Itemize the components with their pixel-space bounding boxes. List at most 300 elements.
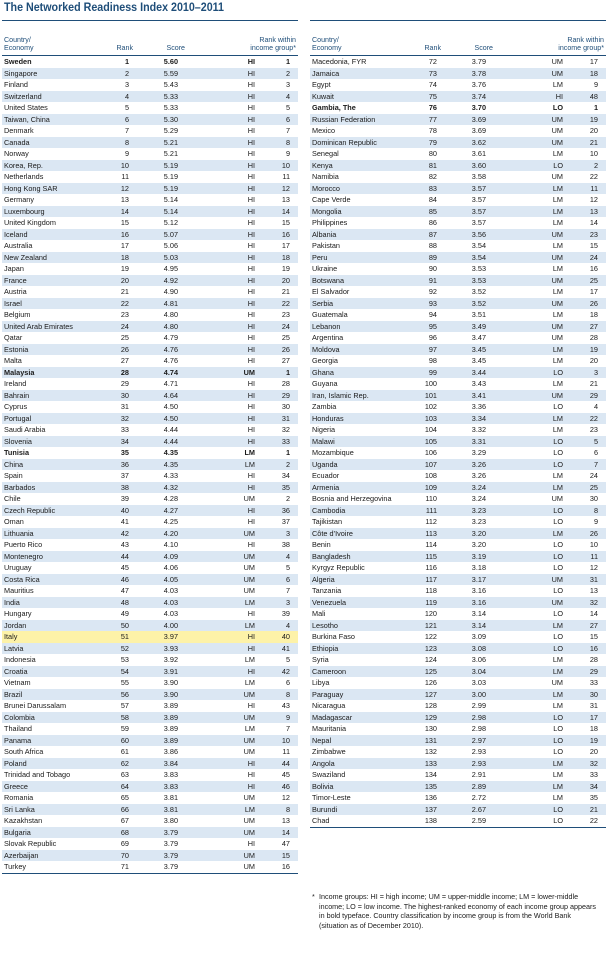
cell-rank: 50 — [120, 620, 129, 630]
cell-rank: 32 — [120, 413, 129, 423]
cell-rank: 112 — [425, 517, 437, 526]
table-row — [2, 424, 298, 436]
cell-score: 2.99 — [471, 701, 486, 710]
cell-income-group: HI — [247, 126, 255, 135]
cell-income-group: UM — [551, 68, 563, 78]
cell-income-group: LM — [552, 356, 563, 365]
table-row — [310, 804, 606, 816]
cell-rank-within-group: 10 — [281, 160, 290, 170]
cell-country: Australia — [4, 241, 33, 250]
cell-income-group: LM — [552, 758, 563, 768]
cell-country: New Zealand — [4, 252, 47, 262]
cell-income-group: UM — [243, 712, 255, 722]
cell-income-group: HI — [247, 114, 255, 124]
cell-income-group: LM — [552, 701, 563, 710]
cell-rank: 74 — [428, 80, 437, 89]
cell-country: Argentina — [312, 333, 344, 342]
cell-score: 3.83 — [163, 770, 178, 779]
table-row — [2, 137, 298, 149]
cell-score: 4.50 — [163, 413, 178, 423]
table-row — [2, 781, 298, 793]
cell-income-group: LO — [553, 402, 563, 411]
cell-rank: 83 — [428, 183, 437, 193]
cell-rank: 77 — [428, 114, 437, 124]
cell-rank-within-group: 17 — [589, 57, 598, 66]
cell-rank: 31 — [120, 402, 129, 411]
cell-country: Jamaica — [312, 68, 340, 78]
cell-rank-within-group: 44 — [281, 758, 290, 768]
cell-income-group: HI — [247, 321, 255, 331]
cell-income-group: HI — [247, 68, 255, 78]
cell-rank: 19 — [120, 264, 129, 273]
cell-country: Benin — [312, 540, 331, 549]
cell-rank: 73 — [428, 68, 437, 78]
table-row — [310, 493, 606, 505]
cell-rank-within-group: 34 — [281, 471, 290, 480]
cell-rank-within-group: 6 — [593, 448, 598, 457]
table-row — [310, 620, 606, 632]
cell-country: Macedonia, FYR — [312, 57, 367, 66]
cell-country: Ireland — [4, 379, 27, 388]
cell-rank-within-group: 48 — [589, 91, 598, 101]
cell-rank: 89 — [428, 252, 437, 262]
table-row — [2, 378, 298, 390]
cell-country: Burundi — [312, 804, 338, 814]
table-row — [2, 321, 298, 333]
table-row — [2, 654, 298, 666]
cell-score: 4.33 — [163, 471, 178, 480]
table-row — [2, 102, 298, 114]
cell-rank-within-group: 29 — [589, 666, 598, 676]
cell-score: 3.24 — [471, 494, 486, 503]
cell-country: Ethiopia — [312, 643, 339, 653]
cell-income-group: UM — [243, 862, 255, 871]
cell-score: 3.09 — [471, 632, 486, 641]
table-row — [2, 643, 298, 655]
cell-rank: 84 — [428, 195, 437, 204]
cell-country: Pakistan — [312, 241, 340, 250]
cell-score: 2.93 — [471, 758, 486, 768]
cell-income-group: LM — [552, 206, 563, 216]
cell-rank: 76 — [428, 103, 437, 112]
cell-rank: 5 — [124, 103, 129, 112]
cell-country: Estonia — [4, 344, 29, 354]
cell-rank-within-group: 16 — [281, 862, 290, 871]
cell-country: Russian Federation — [312, 114, 376, 124]
footnote-text: Income groups: HI = high income; UM = upper-middle income; LM = lower-middle income; LO = low income. The highest-ranked economy of each income group appears in bold typeface. Country classification by income group is from the World Bank (situation as of December 2010). — [319, 892, 596, 930]
cell-income-group: LO — [553, 643, 563, 653]
cell-score: 5.14 — [163, 195, 178, 204]
cell-score: 2.59 — [471, 816, 486, 825]
cell-rank-within-group: 46 — [281, 781, 290, 791]
cell-rank-within-group: 21 — [589, 137, 598, 147]
cell-score: 4.76 — [163, 356, 178, 365]
table-row — [310, 482, 606, 494]
cell-country: Latvia — [4, 643, 24, 653]
table-row — [310, 298, 606, 310]
cell-score: 5.21 — [163, 137, 178, 147]
table-row — [2, 355, 298, 367]
cell-rank-within-group: 7 — [593, 459, 598, 469]
cell-rank-within-group: 1 — [593, 103, 598, 112]
cell-score: 4.27 — [163, 505, 178, 515]
cell-country: Chile — [4, 494, 21, 503]
cell-rank-within-group: 7 — [285, 724, 290, 733]
table-row — [2, 700, 298, 712]
cell-rank-within-group: 13 — [589, 206, 598, 216]
cell-country: Mauritania — [312, 724, 347, 733]
table-row — [310, 677, 606, 689]
cell-score: 3.60 — [471, 160, 486, 170]
cell-rank-within-group: 4 — [285, 551, 290, 561]
cell-rank: 4 — [124, 91, 129, 101]
table-row — [2, 539, 298, 551]
cell-rank: 10 — [120, 160, 129, 170]
cell-score: 3.61 — [471, 149, 486, 158]
cell-score: 3.93 — [163, 643, 178, 653]
cell-income-group: LO — [553, 747, 563, 756]
cell-rank: 99 — [428, 367, 437, 377]
cell-score: 5.33 — [163, 103, 178, 112]
cell-rank-within-group: 21 — [281, 287, 290, 296]
table-row — [310, 114, 606, 126]
cell-income-group: HI — [247, 701, 255, 710]
table-row — [310, 79, 606, 91]
cell-rank-within-group: 17 — [589, 712, 598, 722]
cell-rank: 15 — [120, 218, 129, 227]
cell-score: 4.80 — [163, 321, 178, 331]
cell-rank: 24 — [120, 321, 129, 331]
cell-country: Ghana — [312, 367, 334, 377]
table-row — [310, 459, 606, 471]
table-row — [2, 597, 298, 609]
cell-country: Mauritius — [4, 586, 34, 595]
table-row — [310, 585, 606, 597]
cell-score: 3.76 — [471, 80, 486, 89]
cell-income-group: LM — [552, 781, 563, 791]
cell-income-group: LM — [552, 793, 563, 802]
cell-rank-within-group: 16 — [589, 643, 598, 653]
cell-country: Peru — [312, 252, 328, 262]
table-row — [310, 815, 606, 827]
cell-country: Portugal — [4, 413, 32, 423]
cell-income-group: HI — [247, 275, 255, 285]
cell-rank: 63 — [120, 770, 129, 779]
table-row — [2, 459, 298, 471]
cell-country: Denmark — [4, 126, 34, 135]
table-row — [2, 298, 298, 310]
cell-rank: 108 — [424, 471, 437, 480]
cell-country: Moldova — [312, 344, 340, 354]
header-score: Score — [166, 43, 185, 52]
cell-rank-within-group: 6 — [285, 678, 290, 687]
cell-score: 4.76 — [163, 344, 178, 354]
cell-score: 3.79 — [163, 850, 178, 860]
cell-rank: 46 — [120, 574, 129, 584]
cell-income-group: UM — [243, 816, 255, 825]
cell-country: Tanzania — [312, 586, 342, 595]
cell-income-group: HI — [247, 609, 255, 618]
cell-score: 3.29 — [471, 448, 486, 457]
cell-rank: 78 — [428, 126, 437, 135]
cell-rank-within-group: 22 — [589, 413, 598, 423]
cell-country: Namibia — [312, 172, 339, 181]
cell-country: Taiwan, China — [4, 114, 50, 124]
cell-score: 4.92 — [163, 275, 178, 285]
cell-score: 5.03 — [163, 252, 178, 262]
cell-score: 3.20 — [471, 528, 486, 538]
table-row — [310, 91, 606, 103]
header-rank-within-group: Rank within income group* — [250, 35, 296, 52]
cell-income-group: LO — [553, 724, 563, 733]
table-row — [310, 160, 606, 172]
cell-rank: 36 — [120, 459, 129, 469]
cell-income-group: HI — [247, 471, 255, 480]
cell-score: 3.89 — [163, 712, 178, 722]
cell-income-group: LM — [244, 448, 255, 457]
cell-rank: 113 — [425, 528, 437, 538]
table-row — [310, 367, 606, 379]
table-row — [310, 608, 606, 620]
cell-score: 4.20 — [163, 528, 178, 538]
cell-income-group: LO — [553, 586, 563, 595]
cell-score: 3.79 — [163, 862, 178, 871]
cell-score: 5.19 — [163, 183, 178, 193]
cell-rank: 93 — [428, 298, 437, 308]
cell-income-group: UM — [551, 229, 563, 239]
cell-income-group: HI — [247, 195, 255, 204]
cell-income-group: LO — [553, 551, 563, 561]
cell-country: Turkey — [4, 862, 27, 871]
cell-country: Poland — [4, 758, 27, 768]
cell-score: 3.34 — [471, 413, 486, 423]
cell-country: Nepal — [312, 735, 332, 745]
cell-rank-within-group: 20 — [589, 126, 598, 135]
cell-score: 3.57 — [471, 218, 486, 227]
cell-score: 4.95 — [163, 264, 178, 273]
cell-rank-within-group: 8 — [285, 689, 290, 699]
cell-rank: 101 — [424, 390, 437, 400]
cell-rank: 18 — [120, 252, 129, 262]
table-row — [2, 585, 298, 597]
table-row — [2, 91, 298, 103]
cell-income-group: UM — [551, 114, 563, 124]
cell-score: 5.14 — [163, 206, 178, 216]
cell-rank: 115 — [425, 551, 437, 561]
cell-income-group: UM — [243, 850, 255, 860]
table-row — [2, 482, 298, 494]
cell-rank: 102 — [424, 402, 437, 411]
cell-country: Guyana — [312, 379, 338, 388]
table-row — [2, 838, 298, 850]
cell-income-group: UM — [243, 735, 255, 745]
cell-income-group: LM — [552, 195, 563, 204]
cell-income-group: LM — [552, 344, 563, 354]
cell-income-group: LO — [553, 609, 563, 618]
cell-country: Norway — [4, 149, 29, 158]
cell-score: 4.32 — [163, 482, 178, 492]
cell-rank-within-group: 7 — [285, 586, 290, 595]
cell-rank: 23 — [120, 310, 129, 319]
cell-rank-within-group: 4 — [285, 91, 290, 101]
cell-income-group: LM — [552, 528, 563, 538]
cell-score: 5.60 — [163, 57, 178, 66]
cell-income-group: LO — [553, 816, 563, 825]
cell-score: 3.54 — [471, 252, 486, 262]
cell-rank-within-group: 20 — [281, 275, 290, 285]
cell-score: 3.00 — [471, 689, 486, 699]
cell-income-group: HI — [247, 218, 255, 227]
table-row — [2, 562, 298, 574]
cell-rank: 82 — [428, 172, 437, 181]
cell-score: 5.29 — [163, 126, 178, 135]
cell-country: Slovak Republic — [4, 839, 57, 848]
cell-country: Syria — [312, 655, 329, 664]
cell-country: Thailand — [4, 724, 32, 733]
cell-country: Montenegro — [4, 551, 43, 561]
cell-score: 2.67 — [471, 804, 486, 814]
table-row — [2, 792, 298, 804]
cell-rank: 90 — [428, 264, 437, 273]
table-row — [310, 735, 606, 747]
cell-income-group: LM — [552, 264, 563, 273]
cell-rank-within-group: 2 — [285, 494, 290, 503]
cell-income-group: UM — [243, 563, 255, 572]
table-row — [310, 689, 606, 701]
cell-income-group: UM — [551, 321, 563, 331]
cell-rank-within-group: 23 — [589, 425, 598, 434]
cell-rank-within-group: 18 — [589, 68, 598, 78]
cell-income-group: UM — [551, 275, 563, 285]
cell-country: Kazakhstan — [4, 816, 43, 825]
cell-rank-within-group: 16 — [589, 264, 598, 273]
cell-rank: 97 — [428, 344, 437, 354]
cell-rank-within-group: 35 — [589, 793, 598, 802]
cell-country: United Arab Emirates — [4, 321, 73, 331]
cell-score: 2.93 — [471, 747, 486, 756]
table-row — [310, 263, 606, 275]
table-row — [2, 286, 298, 298]
cell-income-group: LM — [552, 482, 563, 492]
cell-rank-within-group: 3 — [285, 597, 290, 607]
cell-rank: 130 — [424, 724, 437, 733]
table-row — [2, 390, 298, 402]
cell-rank-within-group: 7 — [285, 126, 290, 135]
cell-score: 4.09 — [163, 551, 178, 561]
cell-rank: 17 — [120, 241, 129, 250]
table-row — [2, 677, 298, 689]
cell-score: 4.80 — [163, 310, 178, 319]
cell-rank: 71 — [120, 862, 129, 871]
cell-score: 5.59 — [163, 68, 178, 78]
cell-country: Hong Kong SAR — [4, 183, 58, 193]
cell-score: 3.45 — [471, 356, 486, 365]
cell-country: Malta — [4, 356, 22, 365]
cell-income-group: UM — [551, 57, 563, 66]
cell-country: Switzerland — [4, 91, 42, 101]
cell-rank: 42 — [120, 528, 129, 538]
cell-score: 4.35 — [163, 459, 178, 469]
cell-rank-within-group: 17 — [281, 241, 290, 250]
table-header — [310, 21, 606, 56]
table-row — [310, 240, 606, 252]
cell-rank-within-group: 17 — [589, 287, 598, 296]
cell-income-group: UM — [551, 172, 563, 181]
cell-score: 3.74 — [471, 91, 486, 101]
table-row — [310, 551, 606, 563]
cell-rank: 16 — [120, 229, 129, 239]
cell-country: Finland — [4, 80, 28, 89]
cell-income-group: LO — [553, 804, 563, 814]
cell-country: South Africa — [4, 747, 44, 756]
cell-income-group: UM — [551, 333, 563, 342]
cell-rank-within-group: 14 — [589, 218, 598, 227]
table-row — [2, 263, 298, 275]
cell-country: Indonesia — [4, 655, 36, 664]
cell-country: Botswana — [312, 275, 345, 285]
table-row — [2, 332, 298, 344]
cell-country: India — [4, 597, 20, 607]
cell-score: 4.10 — [163, 540, 178, 549]
cell-rank: 41 — [120, 517, 129, 526]
table-row — [2, 447, 298, 459]
cell-rank: 131 — [424, 735, 437, 745]
cell-rank: 129 — [424, 712, 437, 722]
cell-score: 3.32 — [471, 425, 486, 434]
cell-country: Albania — [312, 229, 337, 239]
cell-rank-within-group: 25 — [589, 482, 598, 492]
cell-rank: 81 — [428, 160, 437, 170]
cell-country: Iceland — [4, 229, 28, 239]
cell-score: 3.89 — [163, 701, 178, 710]
table-row — [2, 56, 298, 68]
table-row — [2, 171, 298, 183]
table-row — [2, 689, 298, 701]
table-row — [2, 666, 298, 678]
cell-country: Israel — [4, 298, 22, 308]
cell-rank-within-group: 25 — [589, 275, 598, 285]
table-row — [310, 712, 606, 724]
table-row — [2, 79, 298, 91]
cell-country: Canada — [4, 137, 30, 147]
cell-income-group: LM — [552, 80, 563, 89]
cell-rank-within-group: 11 — [282, 747, 290, 756]
cell-score: 3.58 — [471, 172, 486, 181]
cell-rank-within-group: 2 — [285, 68, 290, 78]
cell-income-group: LM — [244, 459, 255, 469]
cell-rank-within-group: 10 — [589, 540, 598, 549]
cell-score: 3.90 — [163, 689, 178, 699]
table-row — [2, 68, 298, 80]
cell-rank-within-group: 22 — [589, 816, 598, 825]
cell-score: 4.44 — [163, 436, 178, 446]
cell-score: 3.79 — [471, 57, 486, 66]
cell-rank: 124 — [424, 655, 437, 664]
table-row — [2, 367, 298, 379]
cell-country: Lithuania — [4, 528, 34, 538]
cell-score: 2.98 — [471, 712, 486, 722]
cell-rank: 6 — [124, 114, 129, 124]
cell-rank: 88 — [428, 241, 437, 250]
cell-rank-within-group: 25 — [281, 333, 290, 342]
cell-country: Morocco — [312, 183, 340, 193]
cell-country: Iran, Islamic Rep. — [312, 390, 369, 400]
cell-rank: 56 — [120, 689, 129, 699]
cell-rank-within-group: 30 — [589, 494, 598, 503]
table-row — [310, 447, 606, 459]
cell-score: 4.06 — [163, 563, 178, 572]
table-row — [310, 183, 606, 195]
